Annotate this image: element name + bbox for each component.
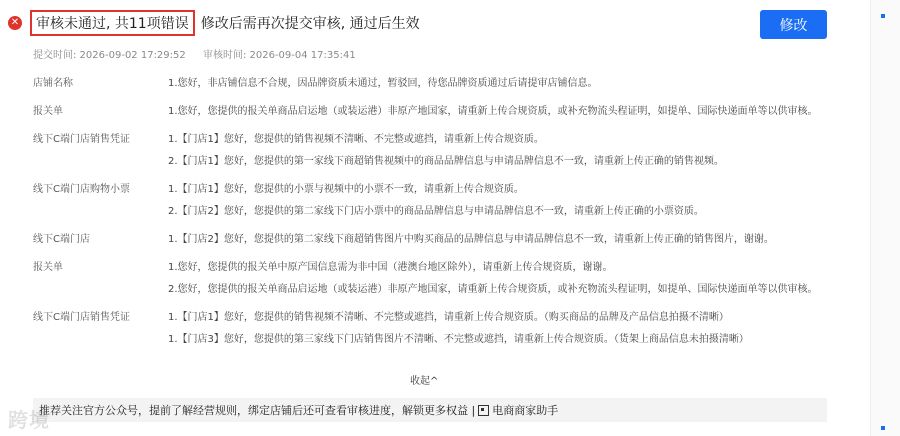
right-scroll-panel bbox=[870, 0, 900, 436]
review-status-header bbox=[8, 10, 420, 36]
review-times bbox=[33, 46, 356, 61]
error-row bbox=[33, 132, 833, 176]
error-row-label: 报关单 bbox=[33, 262, 63, 273]
error-row-items bbox=[168, 132, 833, 176]
error-row-items bbox=[168, 232, 833, 254]
review-instruction: 修改后需再次提交审核, 通过后生效 bbox=[200, 16, 420, 32]
error-row-label: 店铺名称 bbox=[33, 78, 73, 89]
error-row-items bbox=[168, 76, 833, 98]
panel-marker bbox=[881, 14, 885, 18]
banner-link[interactable]: 电商商家助手 bbox=[492, 404, 559, 417]
error-row bbox=[33, 310, 833, 354]
error-row-label: 线下C端门店购物小票 bbox=[33, 184, 130, 195]
error-row-items bbox=[168, 104, 833, 126]
error-row bbox=[33, 260, 833, 304]
error-row bbox=[33, 76, 833, 98]
submit-time: 提交时间: 2026-09-02 17:29:52 bbox=[33, 50, 186, 61]
error-row-items bbox=[168, 182, 833, 226]
review-time: 审核时间: 2026-09-04 17:35:41 bbox=[202, 50, 356, 61]
error-item: 2.【门店2】您好，您提供的第二家线下门店小票中的商品品牌信息与申请品牌信息不一致，请重新上传正确的小票资质。 bbox=[168, 206, 704, 217]
error-item: 2.您好，您提供的报关单商品启运地（或装运港）非原产地国家，请重新上传合规资质，或补充物流头程证明，如提单、国际快递面单等以供审核。 bbox=[168, 284, 818, 295]
error-row-items bbox=[168, 260, 833, 304]
error-row bbox=[33, 104, 833, 126]
error-item: 1.您好，您提供的报关单商品启运地（或装运港）非原产地国家，请重新上传合规资质，或补充物流头程证明，如提单、国际快递面单等以供审核。 bbox=[168, 106, 818, 117]
error-row-label: 线下C端门店销售凭证 bbox=[33, 312, 130, 323]
error-item: 2.【门店1】您好，您提供的第一家线下商超销售视频中的商品品牌信息与申请品牌信息不一致，请重新上传正确的销售视频。 bbox=[168, 156, 724, 167]
error-icon: ✕ bbox=[8, 16, 22, 30]
error-item: 1.【门店1】您好，您提供的小票与视频中的小票不一致，请重新上传合规资质。 bbox=[168, 184, 524, 195]
panel-marker bbox=[881, 426, 885, 430]
review-failed-title: 审核未通过, 共11项错误 bbox=[30, 10, 195, 36]
follow-banner bbox=[33, 398, 827, 422]
error-row bbox=[33, 182, 833, 226]
error-row-label: 报关单 bbox=[33, 106, 63, 117]
error-item: 1.您好，您提供的报关单中原产国信息需为非中国（港澳台地区除外），请重新上传合规资质，谢谢。 bbox=[168, 262, 613, 273]
error-row bbox=[33, 232, 833, 254]
error-list bbox=[33, 76, 833, 360]
error-row-label: 线下C端门店 bbox=[33, 234, 90, 245]
error-item: 1.【门店3】您好，您提供的第三家线下门店销售图片不清晰、不完整或遮挡，请重新上传合规资质。（货架上商品信息未拍摄清晰） bbox=[168, 334, 749, 345]
error-item: 1.您好，非店铺信息不合规，因品牌资质未通过，暂驳回，待您品牌资质通过后请提审店铺信息。 bbox=[168, 78, 598, 89]
banner-text: 推荐关注官方公众号，提前了解经营规则，绑定店铺后还可查看审核进度，解锁更多权益 | bbox=[39, 404, 476, 417]
collapse-toggle[interactable]: 收起^ bbox=[410, 376, 439, 387]
error-item: 1.【门店1】您好，您提供的销售视频不清晰、不完整或遮挡，请重新上传合规资质。 bbox=[168, 134, 544, 145]
qrcode-icon bbox=[478, 405, 489, 416]
watermark-logo: 跨境 bbox=[8, 408, 50, 432]
error-item: 1.【门店1】您好，您提供的销售视频不清晰、不完整或遮挡，请重新上传合规资质。（购买商品的品牌及产品信息拍摄不清晰） bbox=[168, 312, 729, 323]
error-row-items bbox=[168, 310, 833, 354]
error-row-label: 线下C端门店销售凭证 bbox=[33, 134, 130, 145]
modify-button[interactable]: 修改 bbox=[760, 10, 827, 39]
error-item: 1.【门店2】您好，您提供的第二家线下商超销售图片中购买商品的品牌信息与申请品牌信息不一致，请重新上传正确的销售图片，谢谢。 bbox=[168, 234, 774, 245]
